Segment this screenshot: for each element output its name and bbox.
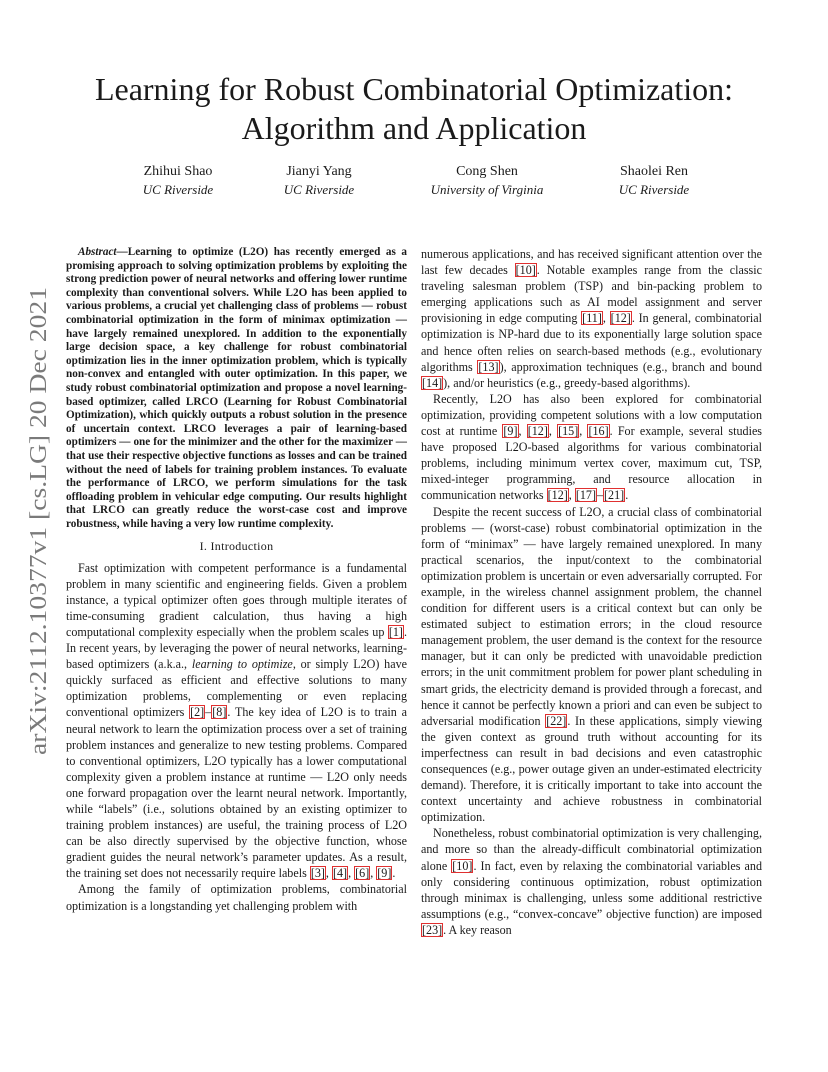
- citation-link[interactable]: [12]: [547, 488, 568, 503]
- author-name: Zhihui Shao: [143, 164, 213, 179]
- citation-link[interactable]: [11]: [582, 311, 602, 326]
- author-name: Shaolei Ren: [619, 164, 689, 179]
- citation-link[interactable]: [12]: [610, 311, 631, 326]
- paragraph: Recently, L2O has also been explored for combinatorial optimization, providing competent solutions with a low computation cost at runtime [9], [12], [15], [16]. For example, several studies have proposed L2O-based algorithms for various combinatorial problems, including minimum vertex cover, maximum cut, TSP, mixed-integer programming, and resource allocation in communication networks [12], [17]–[21].: [421, 391, 763, 503]
- paragraph: Despite the recent success of L2O, a crucial class of combinatorial problems — (worst-case) robust combinatorial optimization in the form of “minimax” — have largely remained unexplored. In many practical scenarios, the input/context to the combinatorial optimization problem is uncertain or even adversarially corrupted. For example, in the wireless channel assignment problem, the channel condition for different users is a critical context but can only be estimated subject to estimation errors; in the cloud resource management problem, the user demand is the context for the resource manager, but it can only be predicted with unavoidable prediction errors; in the unit commitment problem for power plant scheduling in smart grids, the electricity demand is provided through a forecast, and hence it cannot be perfectly known a priori and can even be subject to adversarial modification [22]. In these applications, simply viewing the given context as ground truth without accounting for its imperfectness can result in bad decisions and even catastrophic consequences (e.g., power outage given an under-estimated electricity demand). Therefore, it is critically important to take into account the context uncertainty and achieve robustness in combinatorial optimization.: [421, 504, 762, 825]
- citation-link[interactable]: [2]: [190, 705, 205, 720]
- abstract-label: Abstract: [78, 246, 117, 258]
- paragraph: Nonetheless, robust combinatorial optimization is very challenging, and more so than the already-difficult combinatorial optimization alone [10]. In fact, even by relaxing the combinatorial variables and only considering continuous optimization, robust optimization through minimax is challenging, unless some additional restrictive assumptions (e.g., “convex-concave” objective function) are imposed [23]. A key reason: [421, 826, 762, 937]
- citation-link[interactable]: [14]: [422, 375, 443, 390]
- citation-link[interactable]: [23]: [422, 922, 443, 937]
- citation-link[interactable]: [16]: [588, 424, 609, 439]
- author-affiliation: University of Virginia: [430, 182, 544, 197]
- author-block: [249, 163, 389, 199]
- author-name: Cong Shen: [456, 164, 518, 179]
- paragraph: Fast optimization with competent performance is a fundamental problem in many scientific and engineering fields. Given a problem instance, a typical optimizer often goes through multiple iterates of time-consuming gradient calculation, thus having a high computational complexity especially when the problem scales up [1]. In recent years, by leveraging the power of neural networks, learning-based optimizers (a.k.a., learning to optimize, or simply L2O) have quickly surfaced as efficient and effective solutions to many optimization problems, complementing or even replacing conventional optimizers [2]–[8]. The key idea of L2O is to train a neural network to learn the optimization process over a set of training problem instances and generalize to new testing problems. Compared to conventional optimizers, L2O typically has a lower computational complexity given a problem instance at runtime — L2O only needs one forward propagation over the learnt neural network. Importantly, while “labels” (i.e., solutions obtained by an existing optimizer to training problem instances) are useful, the training process of L2O can be also directly supervised by the objective function, whose gradient guides the neural network’s parameter updates. As a result, the training set does not necessarily require labels [3], [4], [6], [9].: [66, 560, 408, 881]
- abstract: [66, 246, 407, 531]
- abstract-text: —Learning to optimize (L2O) has recently emerged as a promising approach to solving optimization problems by exploiting the strong prediction power of neural networks and offering lower runtime complexity than conventional solvers. While L2O has been applied to various problems, a crucial yet challenging class of problems — robust combinatorial optimization in the form of minimax optimization — have largely remained unexplored. In addition to the exponentially large decision space, a key challenge for robust combinatorial optimization lies in the inner optimization problem, which is typically non-convex and entangled with outer optimization. In this paper, we study robust combinatorial optimization and propose a novel learning-based optimizer, called LRCO (Learning for Robust Combinatorial Optimization), which quickly outputs a robust solution in the presence of uncertain context. LRCO leverages a pair of learning-based optimizers — one for the minimizer and the other for the maximizer — that use their respective objective functions as losses and can be trained without the need of labels for training problem instances. To evaluate the performance of LRCO, we perform simulations for the task offloading problem in vehicular edge computing. Our results highlight that LRCO can greatly reduce the worst-case cost and improve robustness, while having a very low runtime complexity.: [66, 246, 407, 530]
- citation-link[interactable]: [13]: [478, 359, 499, 374]
- citation-link[interactable]: [3]: [310, 866, 325, 881]
- author-block: [407, 163, 567, 199]
- arxiv-stamp-svg: [12, 285, 58, 755]
- author-affiliation: UC Riverside: [618, 182, 690, 197]
- citation-link[interactable]: [6]: [355, 866, 370, 881]
- paragraph: Among the family of optimization problems, combinatorial optimization is a longstanding yet challenging problem with: [66, 882, 407, 913]
- arxiv-stamp-text: arXiv:2112.10377v1 [cs.LG] 20 Dec 2021: [26, 347, 52, 755]
- paragraph: numerous applications, and has received significant attention over the last few decades [10]. Notable examples range from the classic traveling salesman problem (TSP) and bin-packing problem to emerging applications such as AI model assignment and server provisioning in edge computing [11], [12]. In general, combinatorial optimization is NP-hard due to its exponentially large solution space and hence often relies on search-based methods (e.g., evolutionary algorithms [13]), approximation techniques (e.g., branch and bound [14]), and/or heuristics (e.g., greedy-based algorithms).: [421, 247, 762, 390]
- citation-link[interactable]: [15]: [558, 424, 579, 439]
- author-affiliation: UC Riverside: [142, 182, 214, 197]
- citation-link[interactable]: [10]: [515, 263, 536, 278]
- right-column: [421, 246, 762, 938]
- citation-link[interactable]: [1]: [388, 624, 403, 639]
- title-line-1: Learning for Robust Combinatorial Optimization:: [94, 71, 734, 107]
- arxiv-stamp: [12, 285, 58, 755]
- citation-link[interactable]: [17]: [575, 488, 596, 503]
- author-block: [108, 163, 248, 199]
- left-column: [66, 246, 407, 914]
- citation-link[interactable]: [10]: [452, 858, 473, 873]
- citation-link[interactable]: [12]: [527, 424, 548, 439]
- paper-title: [60, 70, 768, 148]
- citation-link[interactable]: [8]: [212, 705, 227, 720]
- citation-link[interactable]: [9]: [503, 424, 518, 439]
- author-affiliation: UC Riverside: [283, 182, 355, 197]
- author-name: Jianyi Yang: [286, 164, 352, 179]
- citation-link[interactable]: [4]: [332, 866, 348, 881]
- author-block: [584, 163, 724, 199]
- section-heading-introduction: I. Introduction: [199, 539, 274, 554]
- citation-link[interactable]: [22]: [546, 713, 567, 728]
- citation-link[interactable]: [9]: [377, 866, 392, 881]
- citation-link[interactable]: [21]: [604, 488, 625, 503]
- title-line-2: Algorithm and Application: [241, 110, 587, 146]
